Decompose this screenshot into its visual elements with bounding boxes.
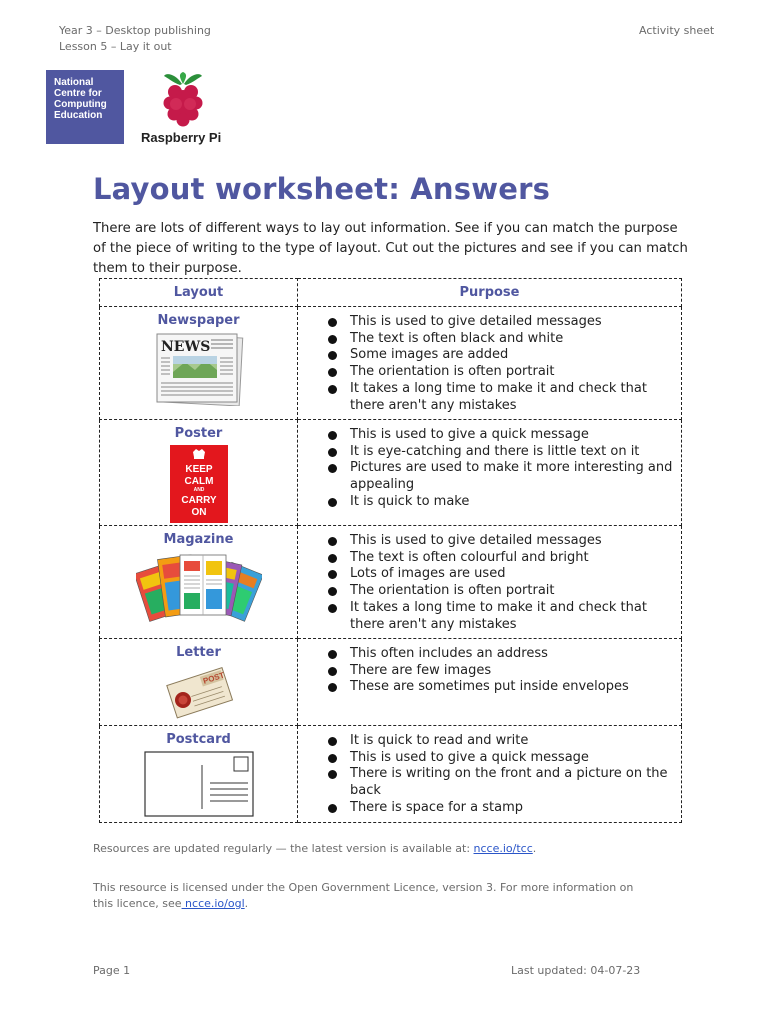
page-number: Page 1 xyxy=(93,964,131,977)
list-item: This is used to give detailed messages xyxy=(328,533,681,550)
list-item: There is writing on the front and a picture on the back xyxy=(328,766,681,799)
resources-note: Resources are updated regularly — the latest version is available at: ncce.io/tcc. xyxy=(93,842,537,855)
purpose-list xyxy=(298,533,681,633)
list-item: This is used to give a quick message xyxy=(328,427,681,444)
svg-text:AND: AND xyxy=(193,487,204,493)
layout-name: Letter xyxy=(176,645,221,660)
newspaper-icon xyxy=(153,332,245,406)
list-item: The orientation is often portrait xyxy=(328,583,681,600)
svg-text:POST: POST xyxy=(201,670,225,686)
table-row xyxy=(100,726,682,823)
layout-cell xyxy=(100,307,298,420)
list-item: Some images are added xyxy=(328,347,681,364)
svg-text:NEWS: NEWS xyxy=(160,339,210,355)
layout-name: Newspaper xyxy=(157,313,240,328)
list-item: This is used to give detailed messages xyxy=(328,314,681,331)
list-item: There are few images xyxy=(328,663,681,680)
table-row xyxy=(100,307,682,420)
table-row xyxy=(100,639,682,726)
raspberry-pi-label: Raspberry Pi xyxy=(141,130,222,145)
column-header-purpose: Purpose xyxy=(298,279,682,307)
purpose-cell xyxy=(298,420,682,526)
letter-icon xyxy=(161,664,237,722)
header-sheet-type: Activity sheet xyxy=(639,24,715,37)
purpose-cell xyxy=(298,639,682,726)
table-row xyxy=(100,526,682,639)
list-item: Pictures are used to make it more interesting and appealing xyxy=(328,460,681,493)
licence-link[interactable]: ncce.io/ogl xyxy=(181,897,245,910)
list-item: The text is often colourful and bright xyxy=(328,550,681,567)
purpose-list xyxy=(298,733,681,817)
table-header-row xyxy=(100,279,682,307)
list-item: This often includes an address xyxy=(328,646,681,663)
svg-text:CARRY: CARRY xyxy=(180,495,217,506)
layout-cell xyxy=(100,420,298,526)
list-item: There is space for a stamp xyxy=(328,800,681,817)
layout-cell xyxy=(100,726,298,823)
header-course: Year 3 – Desktop publishing xyxy=(59,24,211,37)
layout-cell xyxy=(100,639,298,726)
list-item: The orientation is often portrait xyxy=(328,364,681,381)
layout-purpose-table xyxy=(99,278,682,823)
last-updated: Last updated: 04-07-23 xyxy=(511,964,641,977)
licence-note: This resource is licensed under the Open Government Licence, version 3. For more information on this licence, see ncce.io/ogl. xyxy=(93,881,634,910)
header-lesson: Lesson 5 – Lay it out xyxy=(59,40,172,53)
intro-paragraph: There are lots of different ways to lay out information. See if you can match the purpose of the piece of writing to the type of layout. Cut out the pictures and see if you can match them to their purpose. xyxy=(93,221,688,276)
list-item: It is quick to read and write xyxy=(328,733,681,750)
list-item: It takes a long time to make it and check that there aren't any mistakes xyxy=(328,381,681,414)
table-row xyxy=(100,420,682,526)
purpose-list xyxy=(298,646,681,696)
svg-text:ON: ON xyxy=(191,507,206,518)
purpose-cell xyxy=(298,526,682,639)
layout-name: Magazine xyxy=(163,532,234,547)
layout-name: Postcard xyxy=(166,732,231,747)
svg-text:CALM: CALM xyxy=(184,476,213,487)
layout-name: Poster xyxy=(174,426,223,441)
svg-text:KEEP: KEEP xyxy=(184,464,213,475)
keep-calm-poster-icon xyxy=(170,445,228,523)
postcard-icon xyxy=(144,751,254,817)
purpose-cell xyxy=(298,726,682,823)
purpose-list xyxy=(298,427,681,511)
list-item: Lots of images are used xyxy=(328,566,681,583)
list-item: The text is often black and white xyxy=(328,331,681,348)
list-item: It is quick to make xyxy=(328,494,681,511)
page-title: Layout worksheet: Answers xyxy=(93,172,551,206)
layout-cell xyxy=(100,526,298,639)
list-item: It is eye-catching and there is little text on it xyxy=(328,444,681,461)
purpose-list xyxy=(298,314,681,414)
list-item: It takes a long time to make it and check that there aren't any mistakes xyxy=(328,600,681,633)
column-header-layout: Layout xyxy=(100,279,298,307)
ncce-logo: National Centre for Computing Education xyxy=(46,70,124,144)
magazines-icon xyxy=(136,551,262,631)
purpose-cell xyxy=(298,307,682,420)
resources-link[interactable]: ncce.io/tcc xyxy=(473,842,533,855)
list-item: These are sometimes put inside envelopes xyxy=(328,679,681,696)
list-item: This is used to give a quick message xyxy=(328,750,681,767)
raspberry-pi-icon xyxy=(158,70,208,128)
